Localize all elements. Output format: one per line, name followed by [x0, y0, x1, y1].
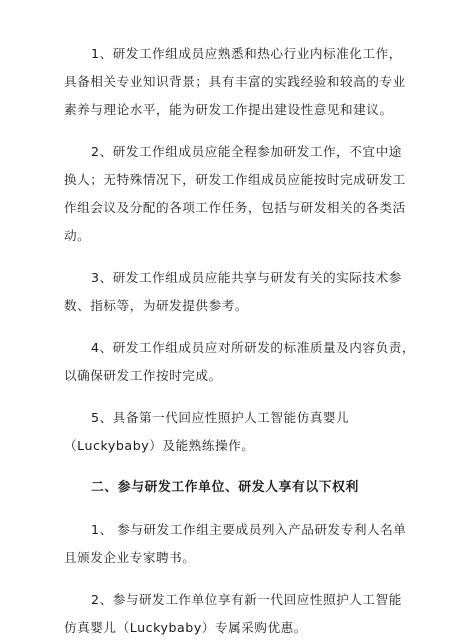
paragraph-5	[64, 404, 424, 460]
text-line: 2、研发工作组成员应能全程参加研发工作，不宜中途	[91, 144, 402, 159]
text-line: 素养与理论水平，能为研发工作提出建设性意见和建议。	[64, 102, 393, 117]
text-line: 2、参与研发工作单位享有新一代回应性照护人工智能	[91, 592, 402, 607]
text-line: 作组会议及分配的各项工作任务，包括与研发相关的各类活	[64, 200, 406, 215]
text-line: 仿真婴儿（Luckybaby）专属采购优惠。	[64, 620, 307, 635]
section-heading: 二、参与研发工作单位、研发人享有以下权利	[91, 480, 359, 495]
paragraph-7	[64, 586, 424, 642]
paragraph-3	[64, 264, 424, 320]
paragraph-2	[64, 138, 424, 250]
text-line: 以确保研发工作按时完成。	[64, 368, 222, 383]
text-line: 动。	[64, 228, 91, 243]
text-line: 1、 参与研发工作组主要成员列入产品研发专利人名单	[91, 522, 407, 537]
text-line: 3、研发工作组成员应能共享与研发有关的实际技术参	[91, 270, 402, 285]
text-line: 5、具备第一代回应性照护人工智能仿真婴儿	[91, 410, 350, 425]
text-line: （Luckybaby）及能熟练操作。	[64, 438, 255, 453]
paragraph-6	[64, 516, 424, 572]
paragraph-4	[64, 334, 424, 390]
text-line: 具备相关专业知识背景；具有丰富的实践经验和较高的专业	[64, 74, 406, 89]
text-line: 数、指标等，为研发提供参考。	[64, 298, 249, 313]
text-line: 1、研发工作组成员应熟悉和热心行业内标准化工作，	[91, 46, 402, 61]
text-line: 且颁发企业专家聘书。	[64, 550, 196, 565]
paragraph-1	[64, 40, 424, 124]
text-line: 4、研发工作组成员应对所研发的标准质量及内容负责，	[91, 340, 416, 355]
text-line: 换人；无特殊情况下，研发工作组成员应能按时完成研发工	[64, 172, 406, 187]
